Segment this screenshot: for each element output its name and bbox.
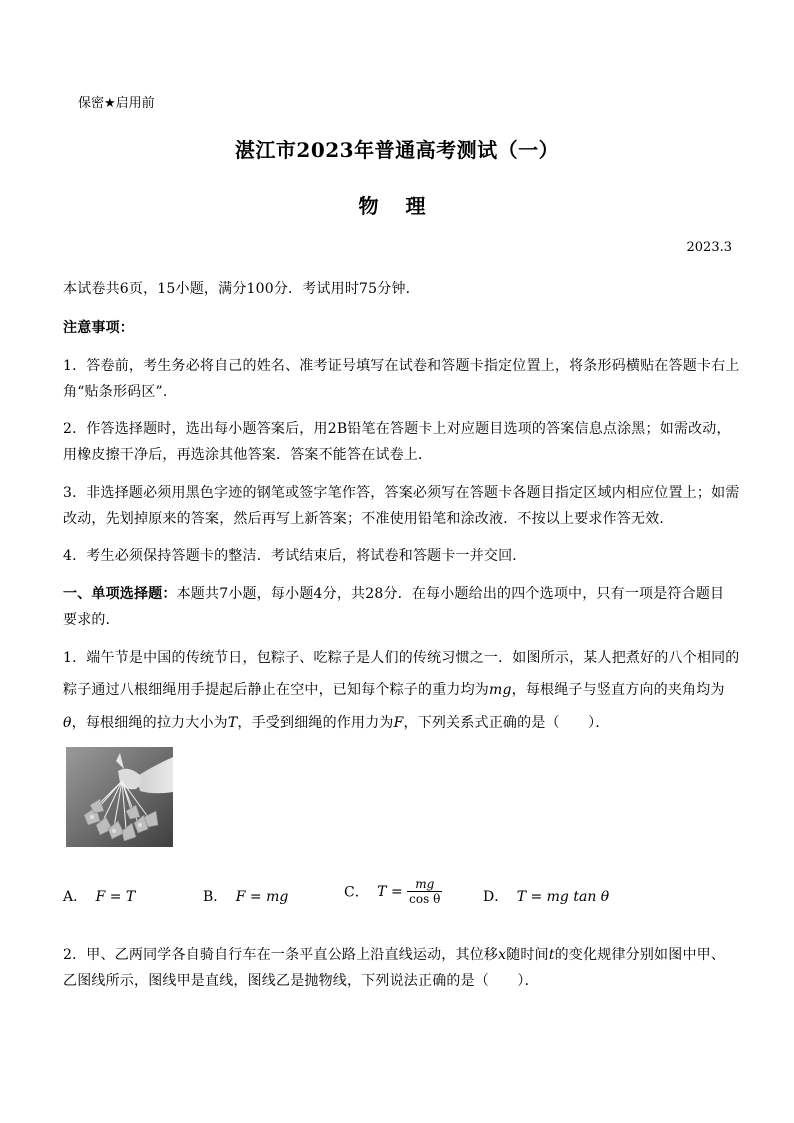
question-1-text-a: 粽子通过八根细绳用手提起后静止在空中，已知每个粽子的重力均为 bbox=[63, 682, 489, 698]
question-1-text-c: ，每根细绳的拉力大小为 bbox=[71, 715, 228, 731]
option-a[interactable] bbox=[63, 886, 135, 906]
note-2-line-2: 用橡皮擦干净后，再选涂其他答案．答案不能答在试卷上． bbox=[63, 447, 433, 463]
notes-heading: 注意事项： bbox=[63, 320, 134, 336]
confidential-label: 保密★启用前 bbox=[78, 96, 155, 111]
note-1-line-1: 1．答卷前，考生务必将自己的姓名、准考证号填写在试卷和答题卡指定位置上，将条形码横贴在答题卡右上 bbox=[63, 358, 740, 374]
option-b-expression: F = mg bbox=[235, 889, 289, 905]
option-d-label: D． bbox=[483, 889, 509, 905]
math-T: T bbox=[227, 715, 238, 731]
option-d-expression: T = mg tan θ bbox=[516, 889, 610, 905]
note-3-line-2: 改动，先划掉原来的答案，然后再写上新答案；不准使用铅笔和涂改液．不按以上要求作答无效． bbox=[63, 511, 674, 527]
question-1-text-d: ，手受到细绳的作用力为 bbox=[237, 715, 394, 731]
question-1-text-e: ，下列关系式正确的是（ ）． bbox=[403, 715, 610, 731]
math-F: F bbox=[393, 715, 404, 731]
question-2-text-a: 2．甲、乙两同学各自骑自行车在一条平直公路上沿直线运动，其位移 bbox=[63, 947, 499, 963]
math-mg: mg bbox=[489, 682, 512, 698]
option-c[interactable] bbox=[344, 877, 442, 906]
question-1-text-b: ，每根绳子与竖直方向的夹角均为 bbox=[511, 682, 725, 698]
section-1-line-1 bbox=[63, 583, 724, 603]
option-c-numerator: mg bbox=[407, 877, 442, 892]
note-1-line-2: 角“贴条形码区”. bbox=[63, 384, 168, 400]
option-c-label: C． bbox=[344, 884, 369, 901]
question-1-line-3 bbox=[63, 712, 610, 732]
question-2-text-b: 随时间 bbox=[506, 947, 549, 963]
option-a-label: A． bbox=[63, 889, 88, 905]
intro-text: 本试卷共6页，15小题，满分100分．考试用时75分钟． bbox=[63, 281, 420, 297]
exam-date: 2023.3 bbox=[686, 240, 732, 255]
question-1-line-1: 1．端午节是中国的传统节日，包粽子、吃粽子是人们的传统习惯之一．如图所示，某人把煮好的八个相同的 bbox=[63, 650, 740, 666]
option-a-expression: F = T bbox=[95, 889, 136, 905]
option-d[interactable] bbox=[483, 886, 609, 906]
question-2-text-c: 的变化规律分别如图中甲、 bbox=[554, 947, 726, 963]
section-1-heading: 一、单项选择题： bbox=[63, 586, 177, 602]
option-c-denominator: cos θ bbox=[409, 892, 441, 906]
zongzi-photo bbox=[66, 747, 173, 847]
subject-title: 物 理 bbox=[358, 194, 436, 218]
question-1-line-2 bbox=[63, 679, 725, 699]
note-3-line-1: 3．非选择题必须用黑色字迹的钢笔或签字笔作答，答案必须写在答题卡各题目指定区域内相应位置上；如需 bbox=[63, 485, 740, 501]
section-1-description: 本题共7小题，每小题4分，共28分．在每小题给出的四个选项中，只有一项是符合题目 bbox=[176, 586, 725, 602]
option-c-lhs: T = bbox=[377, 883, 403, 900]
math-theta: θ bbox=[63, 715, 72, 731]
note-2-line-1: 2．作答选择题时，选出每小题答案后，用2B铅笔在答题卡上对应题目选项的答案信息点涂黑；如需改动， bbox=[63, 421, 731, 437]
question-1-options bbox=[0, 877, 794, 918]
question-2-line-1 bbox=[63, 944, 725, 964]
option-b-label: B． bbox=[203, 889, 228, 905]
math-t: t bbox=[548, 947, 555, 963]
option-b[interactable] bbox=[203, 886, 288, 906]
section-1-line-2: 要求的． bbox=[63, 612, 120, 628]
note-4-line-1: 4．考生必须保持答题卡的整洁．考试结束后，将试卷和答题卡一并交回． bbox=[63, 548, 527, 564]
exam-title: 湛江市2023年普通高考测试（一） bbox=[234, 138, 560, 162]
math-x: x bbox=[498, 947, 507, 963]
option-c-fraction bbox=[407, 877, 442, 906]
question-2-line-2: 乙图线所示，图线甲是直线，图线乙是抛物线，下列说法正确的是（ ）． bbox=[63, 973, 539, 989]
